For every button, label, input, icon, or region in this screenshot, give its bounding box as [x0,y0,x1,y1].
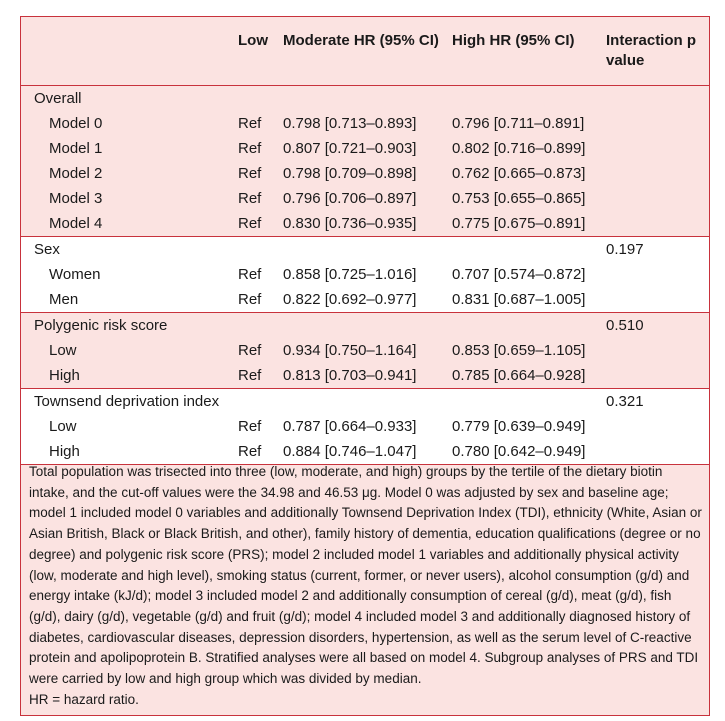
cell-low: Ref [238,439,283,465]
cell-high: 0.707 [0.574–0.872] [452,262,606,287]
cell-moderate: 0.807 [0.721–0.903] [283,136,452,161]
cell-high: 0.802 [0.716–0.899] [452,136,606,161]
section-high-empty [452,86,606,111]
results-table-panel [20,16,710,716]
cell-moderate: 0.822 [0.692–0.977] [283,287,452,313]
cell-high: 0.762 [0.665–0.873] [452,161,606,186]
section-label: Sex [21,237,238,262]
cell-low: Ref [238,287,283,313]
cell-moderate: 0.813 [0.703–0.941] [283,363,452,389]
table-row [21,363,709,389]
cell-low: Ref [238,111,283,136]
header-moderate: Moderate HR (95% CI) [283,32,439,49]
row-label: Women [21,262,238,287]
table-row [21,161,709,186]
table-row [21,338,709,363]
row-label: Model 3 [21,186,238,211]
cell-moderate: 0.934 [0.750–1.164] [283,338,452,363]
cell-interaction-empty [606,262,709,287]
section-high-empty [452,389,606,414]
cell-interaction-empty [606,136,709,161]
cell-low: Ref [238,262,283,287]
footnote-text: Total population was trisected into three (low, moderate, and high) groups by the tertile of the dietary biotin intake, and the cut-off values were the 34.98 and 46.53 μg. Model 0 was adjusted by sex and baseline age; model 1 included model 0 variables and additionally Townsend Deprivation Index (TDI), ethnicity (White, Asian or Asian British, Black or Black British, and other), family history of dementia, education qualifications (degree or no degree) and polygenic risk score (PRS); model 2 included model 1 variables and additionally physical activity (low, moderate and high level), smoking status (current, former, or never users), alcohol consumption (g/d) and energy intake (kJ/d); model 3 included model 2 and additionally consumption of cereal (g/d), meat (g/d), fish (g/d), dairy (g/d), vegetable (g/d) and fruit (g/d); model 4 included model 3 and additionally diagnosed history of diabetes, cardiovascular diseases, depression disorders, hypertension, as well as the serum level of C-reactive protein and apolipoprotein B. Stratified analyses were all based on model 4. Subgroup analyses of PRS and TDI were carried by low and high group which was divided by median. [29,464,702,687]
cell-high: 0.780 [0.642–0.949] [452,439,606,465]
cell-low: Ref [238,186,283,211]
section-moderate-empty [283,389,452,414]
cell-high: 0.753 [0.655–0.865] [452,186,606,211]
cell-high: 0.831 [0.687–1.005] [452,287,606,313]
cell-moderate: 0.798 [0.713–0.893] [283,111,452,136]
cell-moderate: 0.858 [0.725–1.016] [283,262,452,287]
section-high-empty [452,237,606,262]
row-label: Low [21,414,238,439]
header-low: Low [238,32,268,49]
table-row [21,262,709,287]
cell-interaction-empty [606,363,709,389]
section-high-empty [452,313,606,338]
row-label: Model 4 [21,211,238,237]
cell-low: Ref [238,338,283,363]
table-row [21,414,709,439]
cell-moderate: 0.884 [0.746–1.047] [283,439,452,465]
section-row [21,313,709,338]
section-label: Overall [21,86,238,111]
cell-moderate: 0.798 [0.709–0.898] [283,161,452,186]
table-row [21,186,709,211]
table-row [21,136,709,161]
table-row [21,211,709,237]
cell-low: Ref [238,136,283,161]
table-row [21,439,709,465]
cell-interaction-empty [606,287,709,313]
row-label: Men [21,287,238,313]
footnote-abbreviation: HR = hazard ratio. [29,691,139,707]
table-header-row [21,17,709,86]
row-label: Low [21,338,238,363]
cell-interaction-empty [606,211,709,237]
section-low-empty [238,389,283,414]
cell-interaction-empty [606,414,709,439]
cell-high: 0.775 [0.675–0.891] [452,211,606,237]
cell-high: 0.796 [0.711–0.891] [452,111,606,136]
hazard-ratio-table [21,17,709,465]
cell-moderate: 0.830 [0.736–0.935] [283,211,452,237]
cell-high: 0.853 [0.659–1.105] [452,338,606,363]
table-row [21,111,709,136]
section-row [21,237,709,262]
section-label: Polygenic risk score [21,313,238,338]
section-moderate-empty [283,237,452,262]
header-group [21,17,238,86]
cell-moderate: 0.787 [0.664–0.933] [283,414,452,439]
cell-interaction-empty [606,186,709,211]
section-moderate-empty [283,86,452,111]
cell-moderate: 0.796 [0.706–0.897] [283,186,452,211]
section-low-empty [238,313,283,338]
section-low-empty [238,237,283,262]
cell-low: Ref [238,414,283,439]
cell-low: Ref [238,161,283,186]
cell-interaction-empty [606,161,709,186]
cell-interaction-empty [606,439,709,465]
cell-high: 0.779 [0.639–0.949] [452,414,606,439]
section-moderate-empty [283,313,452,338]
header-interaction: Interaction p value [606,32,697,69]
section-p-value: 0.510 [606,313,709,338]
section-low-empty [238,86,283,111]
table-body [21,86,709,466]
table-footnote [29,462,705,710]
row-label: Model 1 [21,136,238,161]
section-row [21,389,709,414]
section-p-value [606,86,709,111]
cell-interaction-empty [606,111,709,136]
header-high: High HR (95% CI) [452,32,575,49]
table-row [21,287,709,313]
section-p-value: 0.321 [606,389,709,414]
cell-high: 0.785 [0.664–0.928] [452,363,606,389]
section-row [21,86,709,111]
row-label: Model 0 [21,111,238,136]
section-p-value: 0.197 [606,237,709,262]
cell-low: Ref [238,211,283,237]
row-label: Model 2 [21,161,238,186]
row-label: High [21,439,238,465]
cell-interaction-empty [606,338,709,363]
row-label: High [21,363,238,389]
section-label: Townsend deprivation index [21,389,238,414]
cell-low: Ref [238,363,283,389]
